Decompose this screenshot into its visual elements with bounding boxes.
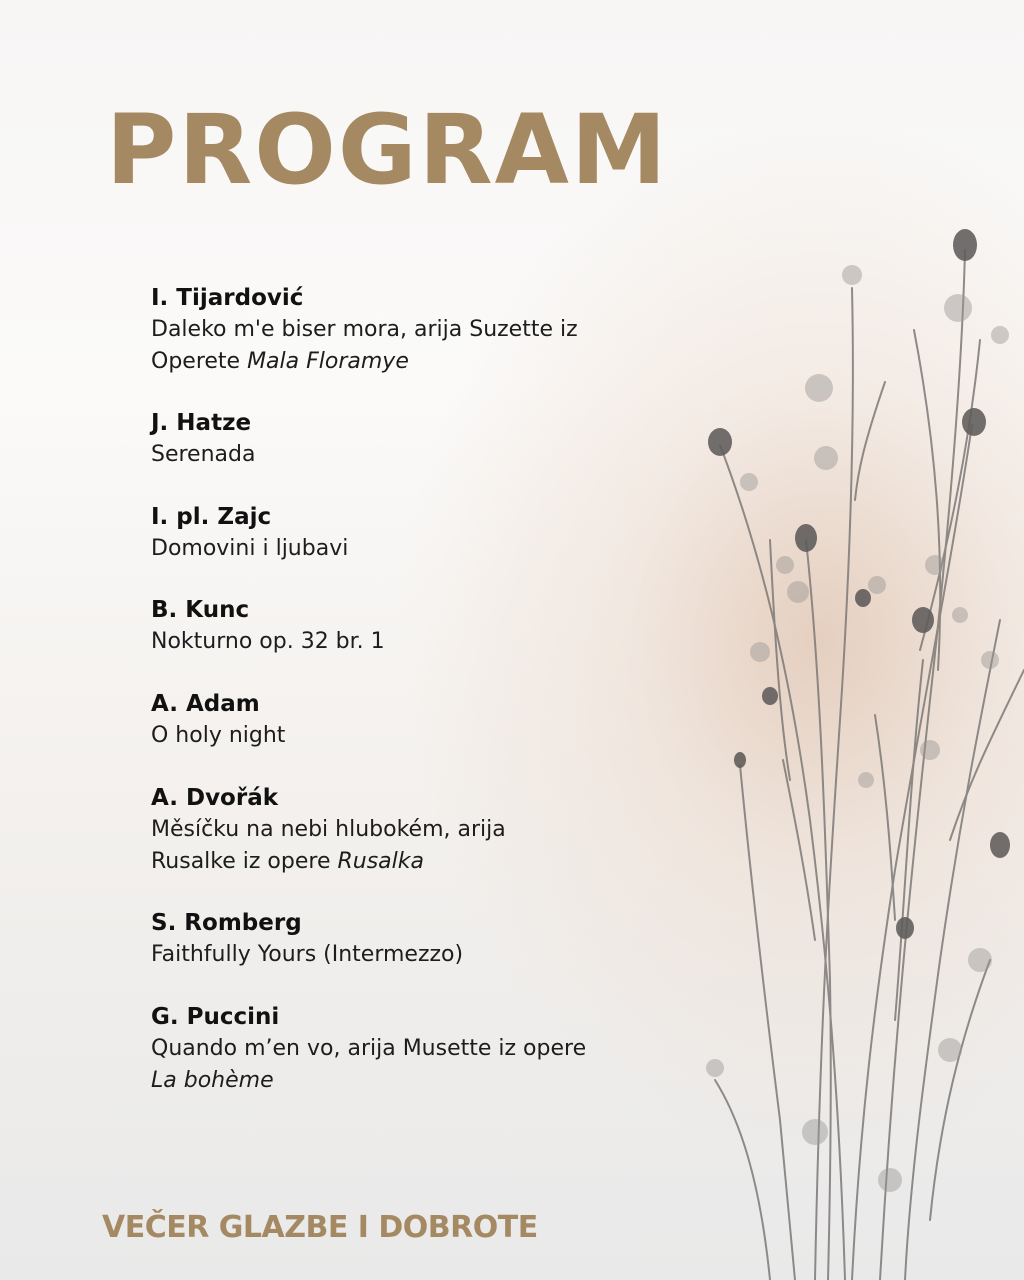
composer-name: A. Dvořák [151,785,279,811]
page-title: PROGRAM [106,94,669,206]
composer-name: I. Tijardović [151,285,304,311]
work-title [151,814,506,846]
program-item [151,689,285,752]
work-title [151,533,348,565]
work-title [151,720,285,752]
program-item [151,908,463,971]
work-title-text: Nokturno op. 32 br. 1 [151,629,385,654]
work-title-text: Quando m’en vo, arija Musette iz opere [151,1036,587,1061]
work-title [151,314,578,346]
composer-name: J. Hatze [151,410,252,436]
work-title [151,626,385,658]
work-title [151,846,506,878]
work-title-text: O holy night [151,723,286,748]
work-title-italic: Rusalka [337,848,424,874]
program-item [151,783,506,877]
event-title-footer: VEČER GLAZBE I DOBROTE [102,1210,538,1245]
work-title [151,1065,586,1097]
work-title [151,346,578,378]
work-title-text: Měsíčku na nebi hlubokém, arija [151,817,506,842]
work-title-text: Operete [151,348,248,374]
dried-flower-illustration [680,220,1024,1280]
work-title [151,439,255,471]
work-title-italic: Mala Floramye [247,348,409,374]
program-item [151,595,385,658]
work-title [151,1033,586,1065]
work-title-italic: La bohème [151,1067,274,1093]
composer-name: B. Kunc [151,597,250,623]
composer-name: S. Romberg [151,910,302,936]
program-item [151,1002,586,1096]
composer-name: I. pl. Zajc [151,504,272,530]
program-item [151,283,578,377]
program-item [151,502,348,565]
work-title-text: Rusalke iz opere [151,848,338,874]
program-item [151,408,255,471]
work-title-text: Faithfully Yours (Intermezzo) [151,942,464,967]
composer-name: G. Puccini [151,1004,280,1030]
work-title-text: Serenada [151,442,256,467]
work-title-text: Daleko m'e biser mora, arija Suzette iz [151,317,578,342]
work-title-text: Domovini i ljubavi [151,536,349,561]
composer-name: A. Adam [151,691,260,717]
work-title [151,939,463,971]
